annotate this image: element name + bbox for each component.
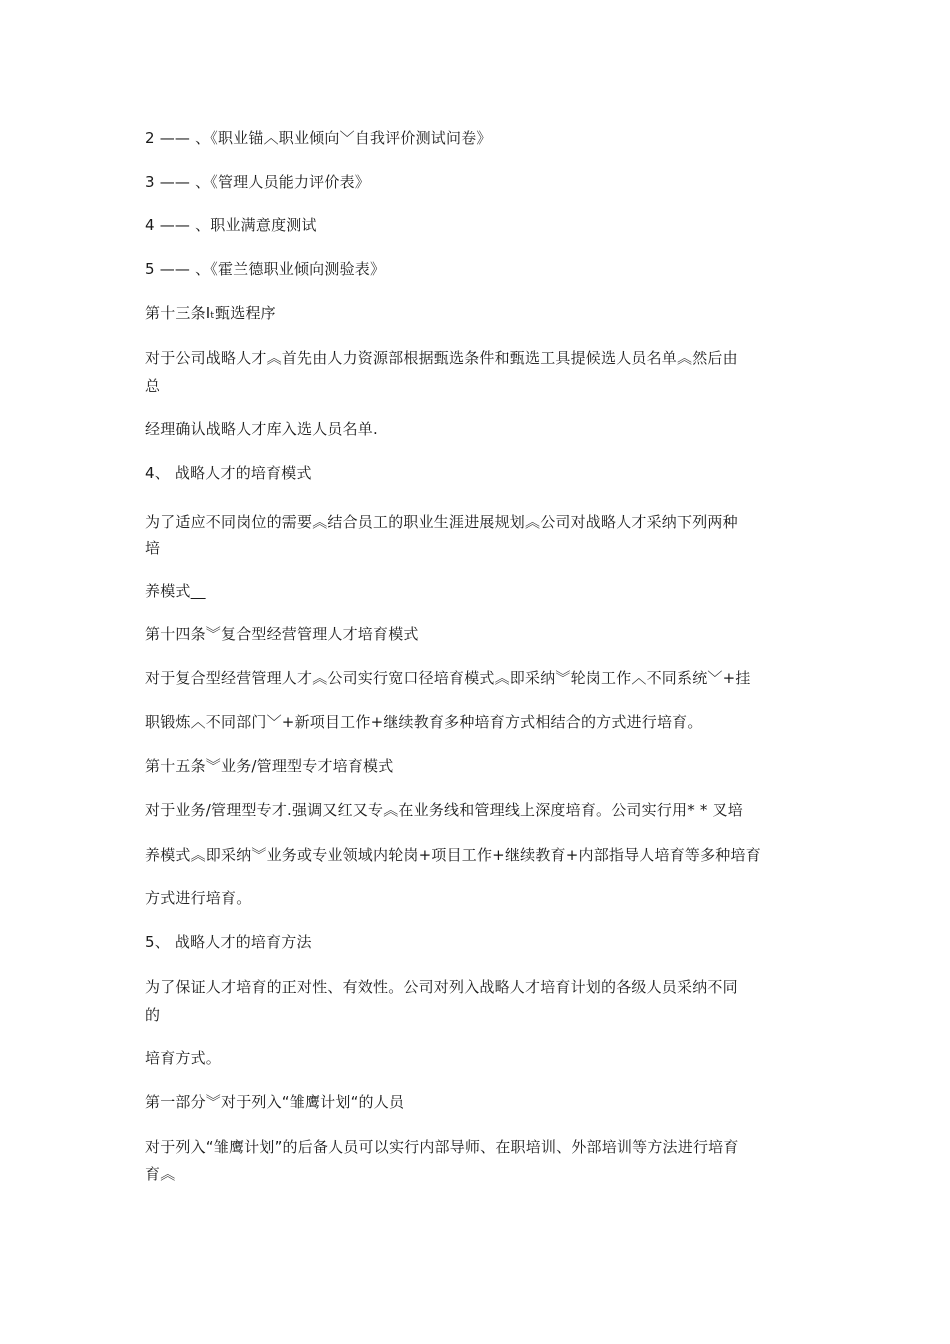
paragraph-line: 对于业务/管理型专才.强调又红又专︽在业务线和管理线上深度培育。公司实行用* * 叉培 xyxy=(145,801,743,819)
section-4-heading: 4、 战略人才的培育模式 xyxy=(145,464,312,482)
section-5-heading: 5、 战略人才的培育方法 xyxy=(145,933,312,951)
paragraph-line: 对于复合型经营管理人才︽公司实行宽口径培育模式︽即采纳︾轮岗工作︿不同系统﹀+挂 xyxy=(145,669,751,687)
paragraph-line: 培育方式。 xyxy=(145,1049,222,1067)
paragraph-line: 对于列入“雏鹰计划”的后备人员可以实行内部导师、在职培训、外部培训等方法进行培育 xyxy=(145,1138,739,1156)
list-item-2: 2 —— 、《职业锚︿职业倾向﹀自我评价测试问卷》 xyxy=(145,129,492,147)
part-1-heading: 第一部分︾对于列入“雏鹰计划“的人员 xyxy=(145,1093,405,1111)
paragraph-line: 育︽ xyxy=(145,1165,176,1183)
article-15-heading: 第十五条︾业务/管理型专才培育模式 xyxy=(145,757,394,775)
paragraph-line: 经理确认战略人才库入选人员名单. xyxy=(145,420,378,438)
paragraph-line: 总 xyxy=(145,377,161,395)
paragraph-line: 对于公司战略人才︽首先由人力资源部根据甄选条件和甄选工具提候选人员名单︽然后由 xyxy=(145,349,738,367)
paragraph-line: 的 xyxy=(145,1006,161,1024)
list-item-3: 3 —— 、《管理人员能力评价表》 xyxy=(145,173,370,191)
paragraph-line: 养模式︽即采纳︾业务或专业领域内轮岗+项目工作+继续教育+内部指导人培育等多种培育 xyxy=(145,846,761,864)
paragraph-line: 职锻炼︿不同部门﹀+新项目工作+继续教育多种培育方式相结合的方式进行培育。 xyxy=(145,713,703,731)
paragraph-line: 培 xyxy=(145,539,161,557)
paragraph-line: 为了保证人才培育的正对性、有效性。公司对列入战略人才培育计划的各级人员采纳不同 xyxy=(145,978,738,996)
paragraph-line: 为了适应不同岗位的需要︽结合员工的职业生涯进展规划︽公司对战略人才采纳下列两种 xyxy=(145,513,738,531)
article-14-heading: 第十四条︾复合型经营管理人才培育模式 xyxy=(145,625,419,643)
paragraph-line: 养模式⎽ xyxy=(145,582,206,600)
article-13-heading: 第十三条Iₜ甄选程序 xyxy=(145,304,276,322)
paragraph-line: 方式进行培育。 xyxy=(145,889,252,907)
list-item-5: 5 —— 、《霍兰德职业倾向测验表》 xyxy=(145,260,386,278)
list-item-4: 4 —— 、职业满意度测试 xyxy=(145,216,317,234)
